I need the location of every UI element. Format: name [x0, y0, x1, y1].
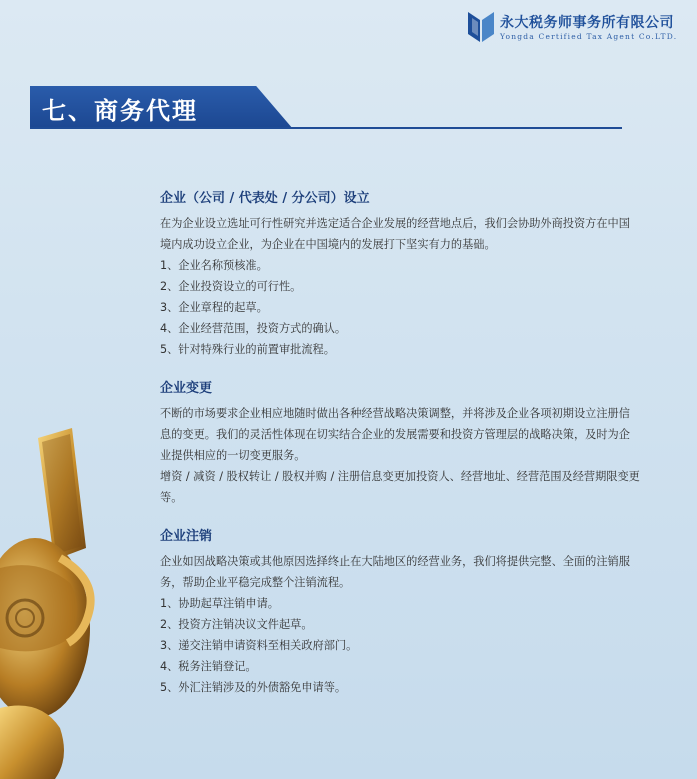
section-deregistration	[160, 528, 640, 698]
list-item: 4、企业经营范围，投资方式的确认。	[160, 322, 347, 335]
section-paragraph: 增资 / 减资 / 股权转让 / 股权并购 / 注册信息变更加投资人、经营地址、经营范围及经营期限变更等。	[160, 470, 640, 504]
list-item: 3、企业章程的起草。	[160, 301, 268, 314]
company-name-en: Yongda Certified Tax Agent Co.LTD.	[500, 32, 678, 41]
bronze-statue-image	[0, 408, 110, 779]
list-item: 1、企业名称预核准。	[160, 259, 268, 272]
section-paragraph: 企业如因战略决策或其他原因选择终止在大陆地区的经营业务，我们将提供完整、全面的注销服务，帮助企业平稳完成整个注销流程。	[160, 555, 630, 589]
section-paragraph: 不断的市场要求企业相应地随时做出各种经营战略决策调整，并将涉及企业各项初期设立注册信息的变更。我们的灵活性体现在切实结合企业的发展需要和投资方管理层的战略决策，及时为企业提供相应的一切变更服务。	[160, 407, 630, 462]
section-establishment	[160, 190, 640, 360]
company-logo	[466, 10, 691, 46]
list-item: 2、企业投资设立的可行性。	[160, 280, 302, 293]
section-title: 企业（公司 / 代表处 / 分公司）设立	[160, 191, 370, 206]
list-item: 5、外汇注销涉及的外债豁免申请等。	[160, 681, 347, 694]
section-title: 企业注销	[160, 529, 213, 544]
company-name-cn: 永大税务师事务所有限公司	[500, 15, 674, 31]
section-title: 企业变更	[160, 381, 213, 396]
list-item: 5、针对特殊行业的前置审批流程。	[160, 343, 335, 356]
list-item: 4、税务注销登记。	[160, 660, 257, 673]
list-item: 3、递交注销申请资料至相关政府部门。	[160, 639, 358, 652]
page-title: 七、商务代理	[42, 97, 198, 125]
content-area	[160, 190, 640, 718]
section-change	[160, 380, 640, 508]
logo-mark-icon	[466, 10, 496, 44]
list-item: 1、协助起草注销申请。	[160, 597, 279, 610]
list-item: 2、投资方注销决议文件起草。	[160, 618, 313, 631]
section-banner	[30, 86, 622, 132]
section-paragraph: 在为企业设立选址可行性研究并选定适合企业发展的经营地点后，我们会协助外商投资方在中国境内成功设立企业，为企业在中国境内的发展打下坚实有力的基础。	[160, 217, 630, 251]
banner-underline	[30, 127, 622, 129]
